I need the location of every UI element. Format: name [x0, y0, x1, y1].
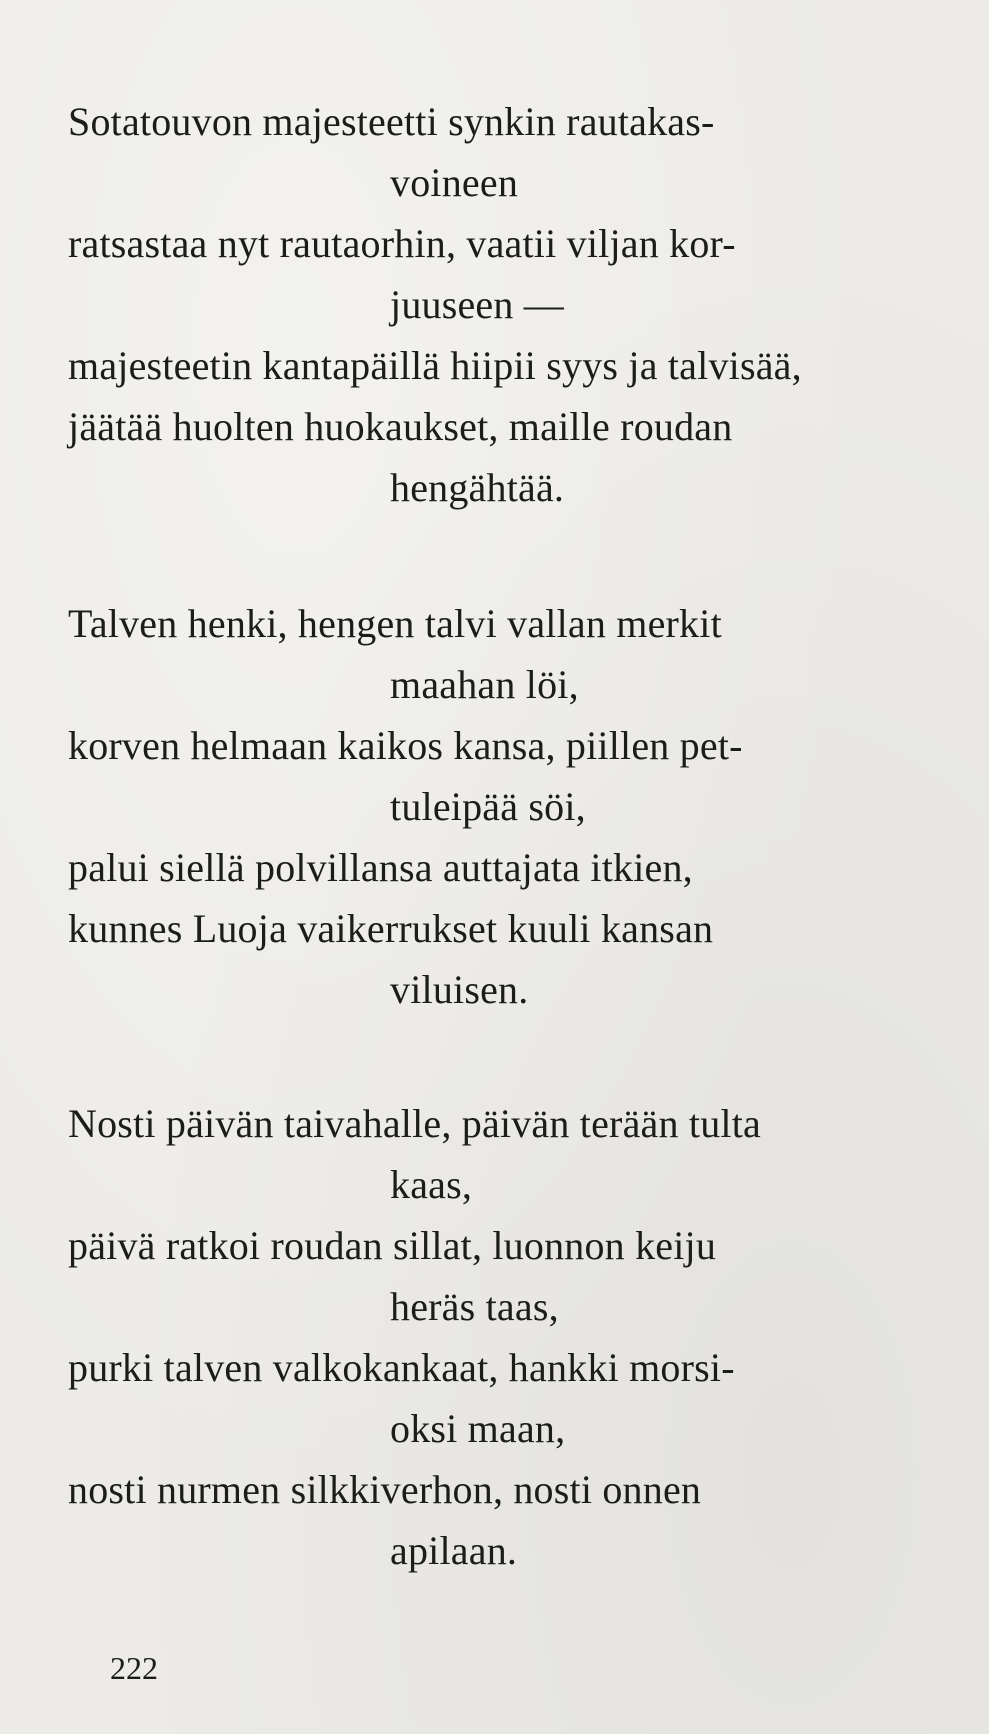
- page-number: 222: [110, 1650, 158, 1686]
- stanza-1: [68, 91, 948, 518]
- verse-line: korven helmaan kaikos kansa, piillen pet-: [68, 723, 743, 768]
- verse-line: Sotatouvon majesteetti synkin rautakas-: [68, 99, 715, 144]
- verse-line-continuation: oksi maan,: [390, 1406, 566, 1451]
- verse-line: jäätää huolten huokaukset, maille roudan: [68, 404, 733, 449]
- verse-line: kunnes Luoja vaikerrukset kuuli kansan: [68, 906, 714, 951]
- verse-line: päivä ratkoi roudan sillat, luonnon keiju: [68, 1223, 717, 1268]
- verse-line-continuation: hengähtää.: [390, 465, 565, 510]
- verse-line: ratsastaa nyt rautaorhin, vaatii viljan kor-: [68, 221, 736, 266]
- verse-line-continuation: viluisen.: [390, 967, 529, 1012]
- verse-line: palui siellä polvillansa auttajata itkien,: [68, 845, 693, 890]
- verse-line: Talven henki, hengen talvi vallan merkit: [68, 601, 722, 646]
- verse-line: Nosti päivän taivahalle, päivän terään tulta: [68, 1101, 761, 1146]
- verse-line-continuation: heräs taas,: [390, 1284, 559, 1329]
- verse-line-continuation: maahan löi,: [390, 662, 579, 707]
- verse-line-continuation: voineen: [390, 160, 519, 205]
- stanza-3: [68, 1093, 948, 1581]
- verse-line-continuation: kaas,: [390, 1162, 473, 1207]
- stanza-2: [68, 593, 948, 1020]
- verse-line: nosti nurmen silkkiverhon, nosti onnen: [68, 1467, 702, 1512]
- verse-line: purki talven valkokankaat, hankki morsi-: [68, 1345, 735, 1390]
- verse-line-continuation: tuleipää söi,: [390, 784, 586, 829]
- verse-line: majesteetin kantapäillä hiipii syys ja talvisää,: [68, 343, 802, 388]
- verse-line-continuation: apilaan.: [390, 1528, 518, 1573]
- verse-line-continuation: juuseen —: [390, 282, 564, 327]
